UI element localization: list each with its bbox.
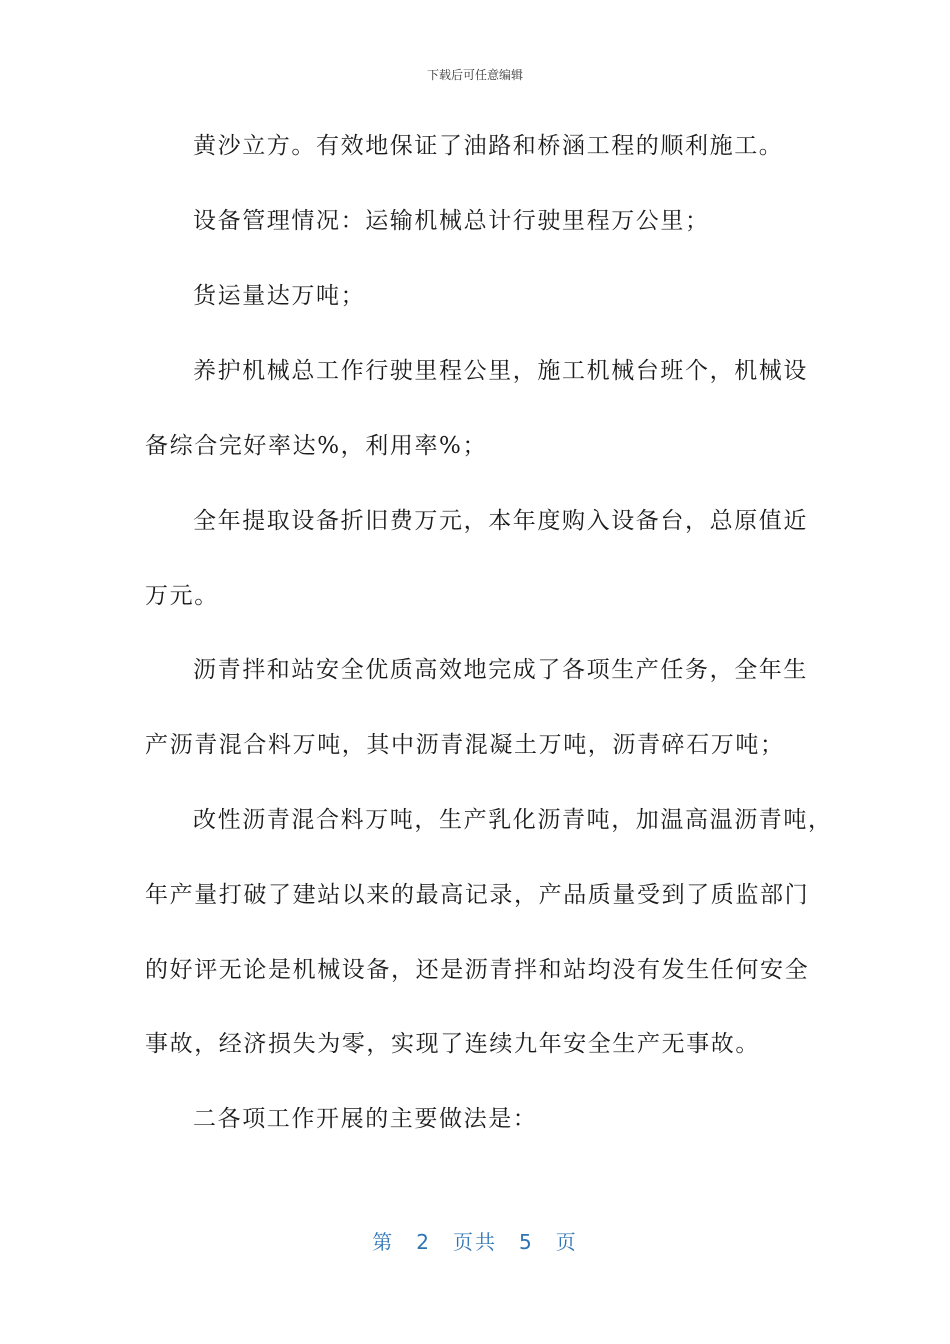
footer-page-number: 2 [416, 1230, 431, 1254]
paragraph-line: 年产量打破了建站以来的最高记录，产品质量受到了质监部门 [145, 882, 810, 908]
paragraph-line: 沥青拌和站安全优质高效地完成了各项生产任务，全年生 [193, 657, 808, 683]
page-footer [0, 1226, 950, 1255]
paragraph-line: 备综合完好率达%，利用率%； [145, 433, 488, 459]
paragraph-line: 的好评无论是机械设备，还是沥青拌和站均没有发生任何安全 [145, 957, 810, 983]
page-header: 下载后可任意编辑 [426, 68, 523, 82]
paragraph-line: 全年提取设备折旧费万元，本年度购入设备台，总原值近 [193, 508, 808, 534]
footer-prefix: 第 [372, 1230, 395, 1254]
paragraph-line: 设备管理情况：运输机械总计行驶里程万公里； [193, 208, 710, 234]
paragraph-line: 货运量达万吨； [193, 283, 366, 309]
paragraph-line: 万元。 [145, 583, 219, 609]
paragraph-line: 产沥青混合料万吨，其中沥青混凝土万吨，沥青碎石万吨； [145, 732, 785, 758]
paragraph-line: 二各项工作开展的主要做法是： [193, 1106, 538, 1132]
footer-total-pages: 5 [519, 1230, 534, 1254]
paragraph-line: 养护机械总工作行驶里程公里，施工机械台班个，机械设 [193, 358, 808, 384]
paragraph-line: 黄沙立方。有效地保证了油路和桥涵工程的顺利施工。 [193, 133, 784, 159]
paragraph-line: 事故，经济损失为零，实现了连续九年安全生产无事故。 [145, 1031, 760, 1057]
footer-suffix: 页 [555, 1230, 578, 1254]
footer-middle: 页共 [453, 1230, 497, 1254]
paragraph-line: 改性沥青混合料万吨，生产乳化沥青吨，加温高温沥青吨， [193, 807, 833, 833]
